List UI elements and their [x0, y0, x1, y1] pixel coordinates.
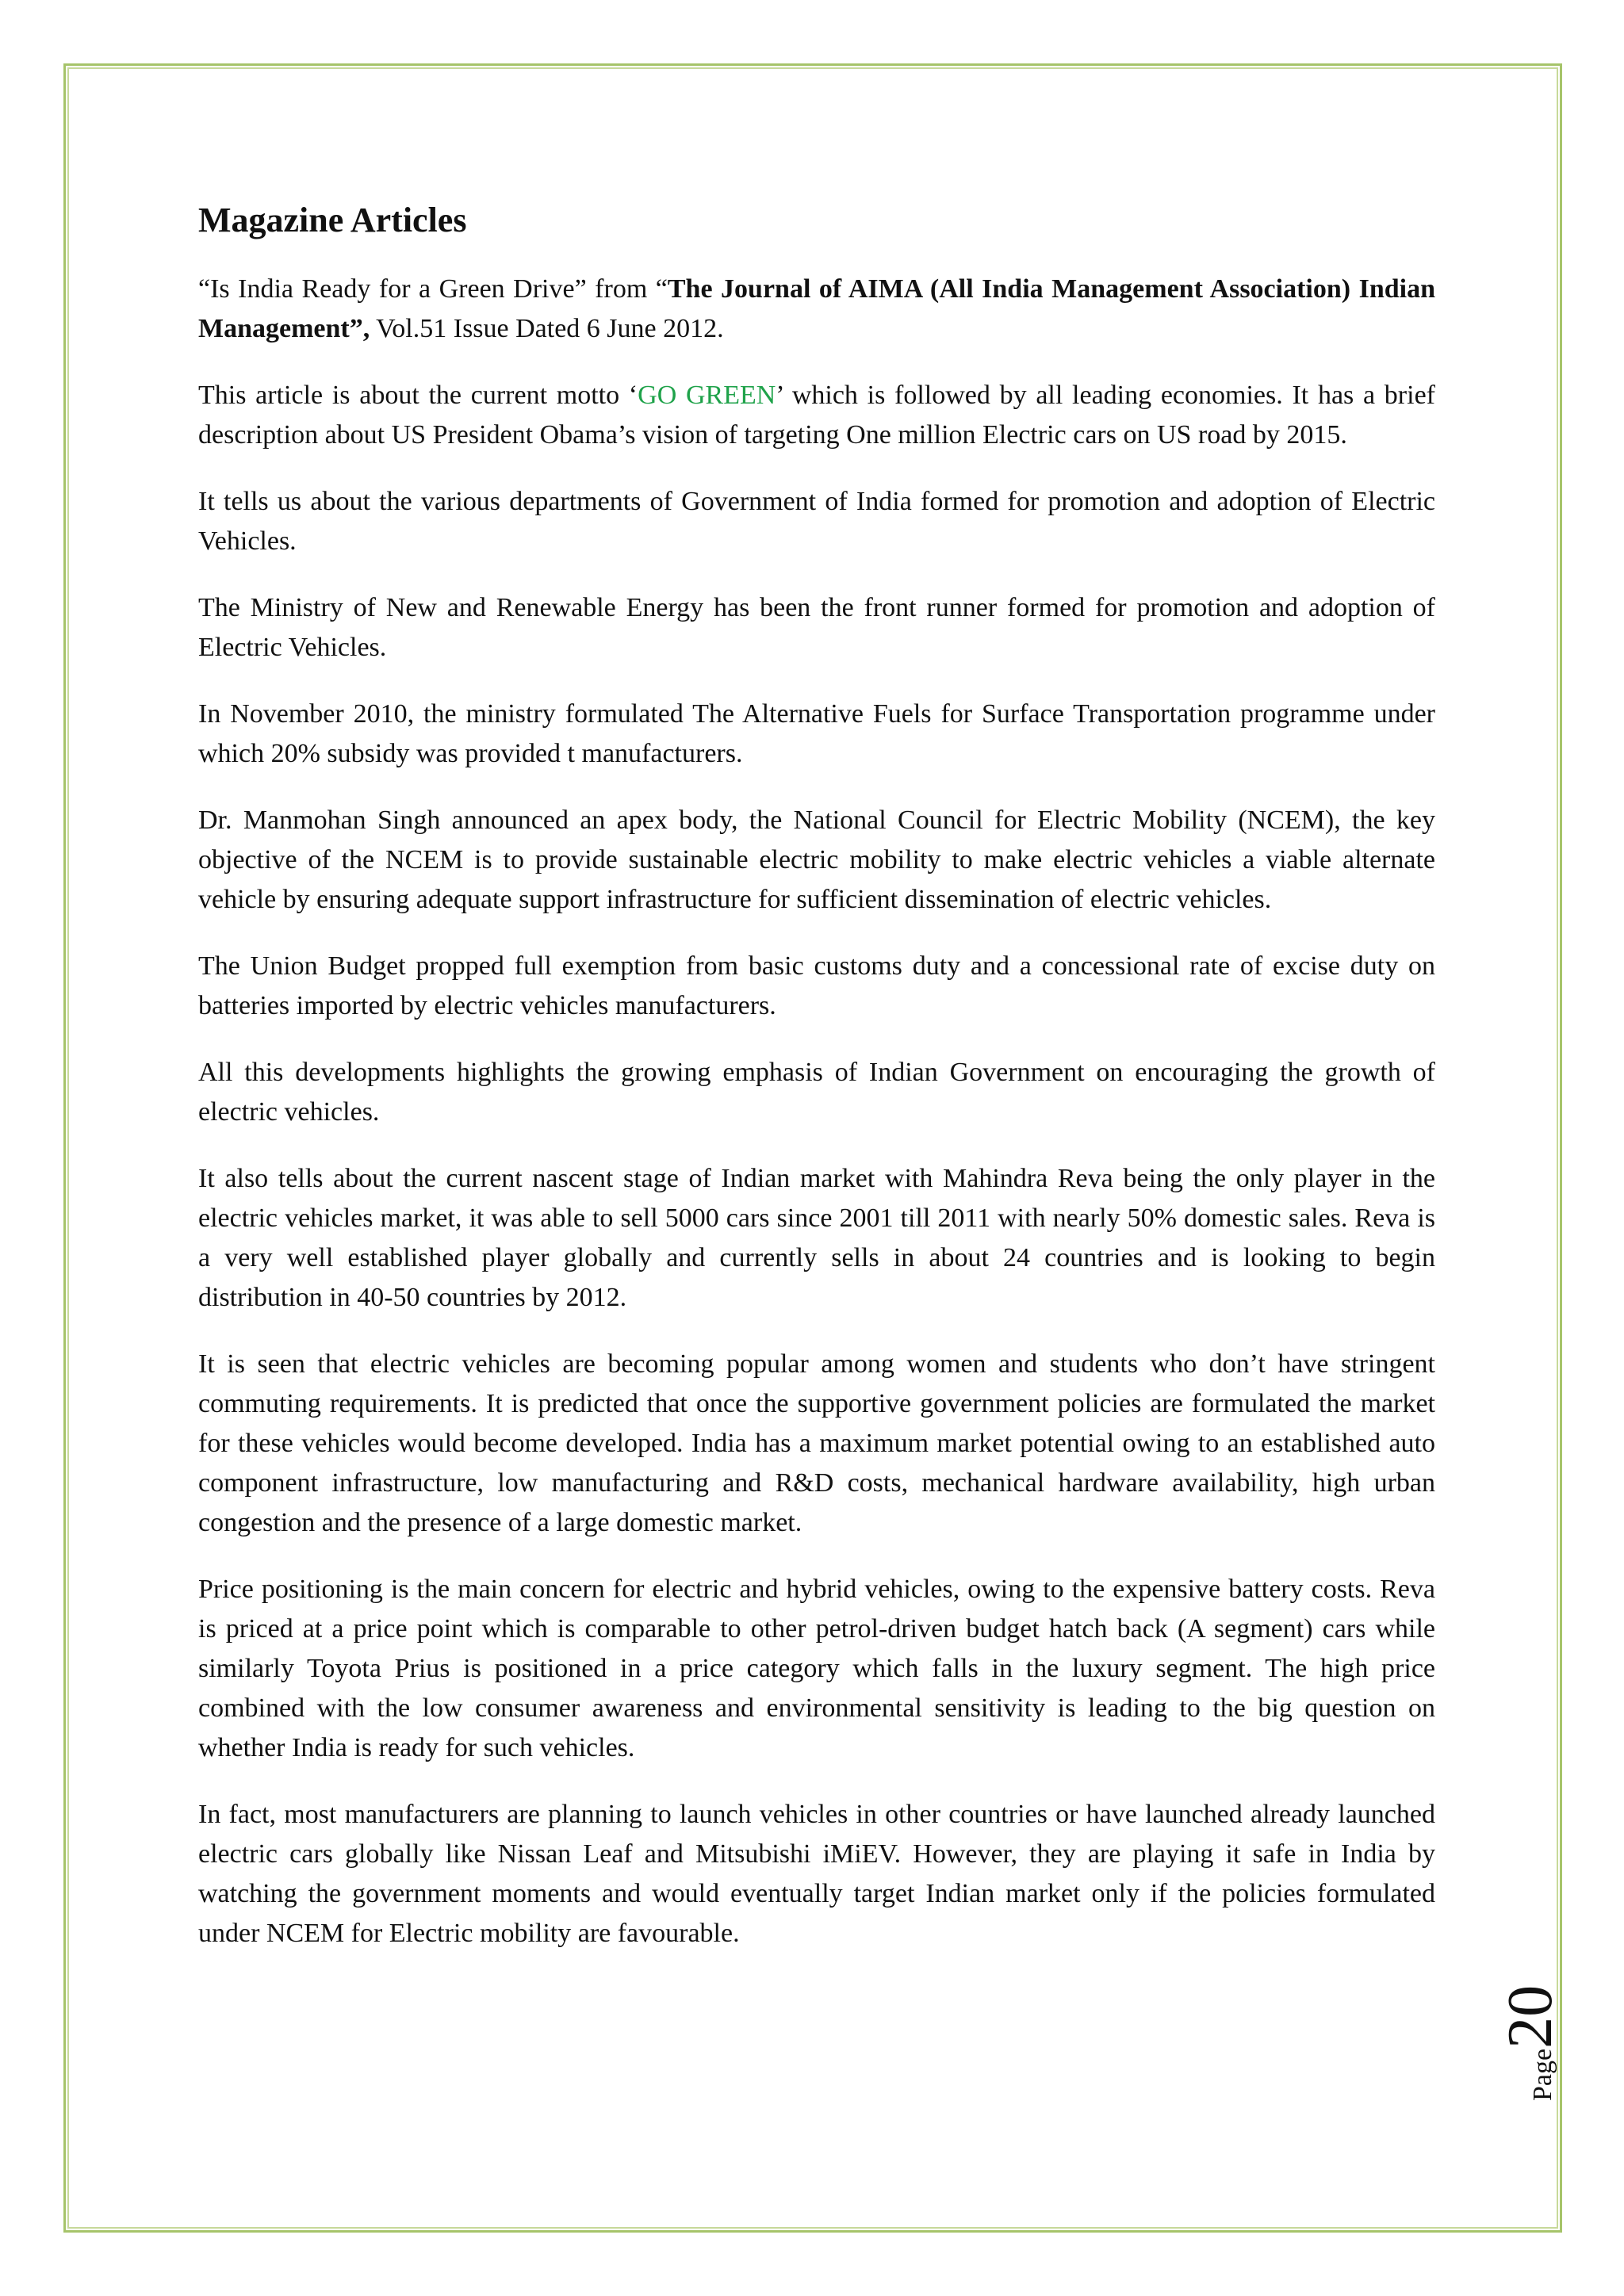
motto-after: ’ which is followed by all leading economies. It has a brief description about US President Obama’s vision of targeting One million Electric cars on US road by 2015.	[198, 381, 1435, 450]
paragraph-departments: It tells us about the various departments of Government of India formed for promotion and adoption of Electric Vehicles.	[198, 487, 1435, 556]
go-green-highlight: GO GREEN	[638, 381, 776, 410]
paragraph-popularity: It is seen that electric vehicles are becoming popular among women and students who don’t have stringent commuting requirements. It is predicted that once the supportive government policies are formulated the market for these vehicles would become developed. India has a maximum market potential owing to an established auto component infrastructure, low manufacturing and R&D costs, mechanical hardware availability, high urban congestion and the presence of a large domestic market.	[198, 1349, 1435, 1537]
paragraph-november-2010: In November 2010, the ministry formulated The Alternative Fuels for Surface Transportation programme under which 20% subsidy was provided t manufacturers.	[198, 699, 1435, 768]
paragraph-price-positioning: Price positioning is the main concern for electric and hybrid vehicles, owing to the expensive battery costs. Reva is priced at a price point which is comparable to other petrol-driven budget hatch back (A segment) cars while similarly Toyota Prius is positioned in a price category which falls in the luxury segment. The high price combined with the low consumer awareness and environmental sensitivity is leading to the big question on whether India is ready for such vehicles.	[198, 1575, 1435, 1762]
page-number-rotated	[1496, 1984, 1565, 2101]
paragraph-developments: All this developments highlights the growing emphasis of Indian Government on encouraging the growth of electric vehicles.	[198, 1058, 1435, 1127]
motto-before: This article is about the current motto ‘	[198, 381, 638, 410]
page-title: Magazine Articles	[198, 201, 467, 239]
citation-intro: “Is India Ready for a Green Drive” from “	[198, 274, 668, 304]
page-number	[1483, 1958, 1602, 2117]
paragraph-ministry: The Ministry of New and Renewable Energy has been the front runner formed for promotion and adoption of Electric Vehicles.	[198, 593, 1435, 662]
document-body	[198, 198, 1435, 1980]
page-label: Page	[1528, 2048, 1557, 2101]
citation-details: Vol.51 Issue Dated 6 June 2012.	[370, 314, 724, 343]
motto-paragraph	[198, 376, 1435, 455]
page-number-value: 20	[1496, 1984, 1565, 2049]
citation-paragraph	[198, 270, 1435, 349]
paragraph-manufacturers: In fact, most manufacturers are planning to launch vehicles in other countries or have launched already launched electric cars globally like Nissan Leaf and Mitsubishi iMiEV. However, they are playing it safe in India by watching the government moments and would eventually target Indian market only if the policies formulated under NCEM for Electric mobility are favourable.	[198, 1800, 1435, 1948]
paragraph-ncem: Dr. Manmohan Singh announced an apex body, the National Council for Electric Mobility (NCEM), the key objective of the NCEM is to provide sustainable electric mobility to make electric vehicles a viable alternate vehicle by ensuring adequate support infrastructure for sufficient dissemination of electric vehicles.	[198, 806, 1435, 914]
paragraph-union-budget: The Union Budget propped full exemption from basic customs duty and a concessional rate of excise duty on batteries imported by electric vehicles manufacturers.	[198, 951, 1435, 1020]
journal-title: The Journal of AIMA (All India Management Association) Indian Management”,	[198, 274, 1435, 343]
paragraph-reva-market: It also tells about the current nascent stage of Indian market with Mahindra Reva being the only player in the electric vehicles market, it was able to sell 5000 cars since 2001 till 2011 with nearly 50% domestic sales. Reva is a very well established player globally and currently sells in about 24 countries and is looking to begin distribution in 40-50 countries by 2012.	[198, 1164, 1435, 1312]
